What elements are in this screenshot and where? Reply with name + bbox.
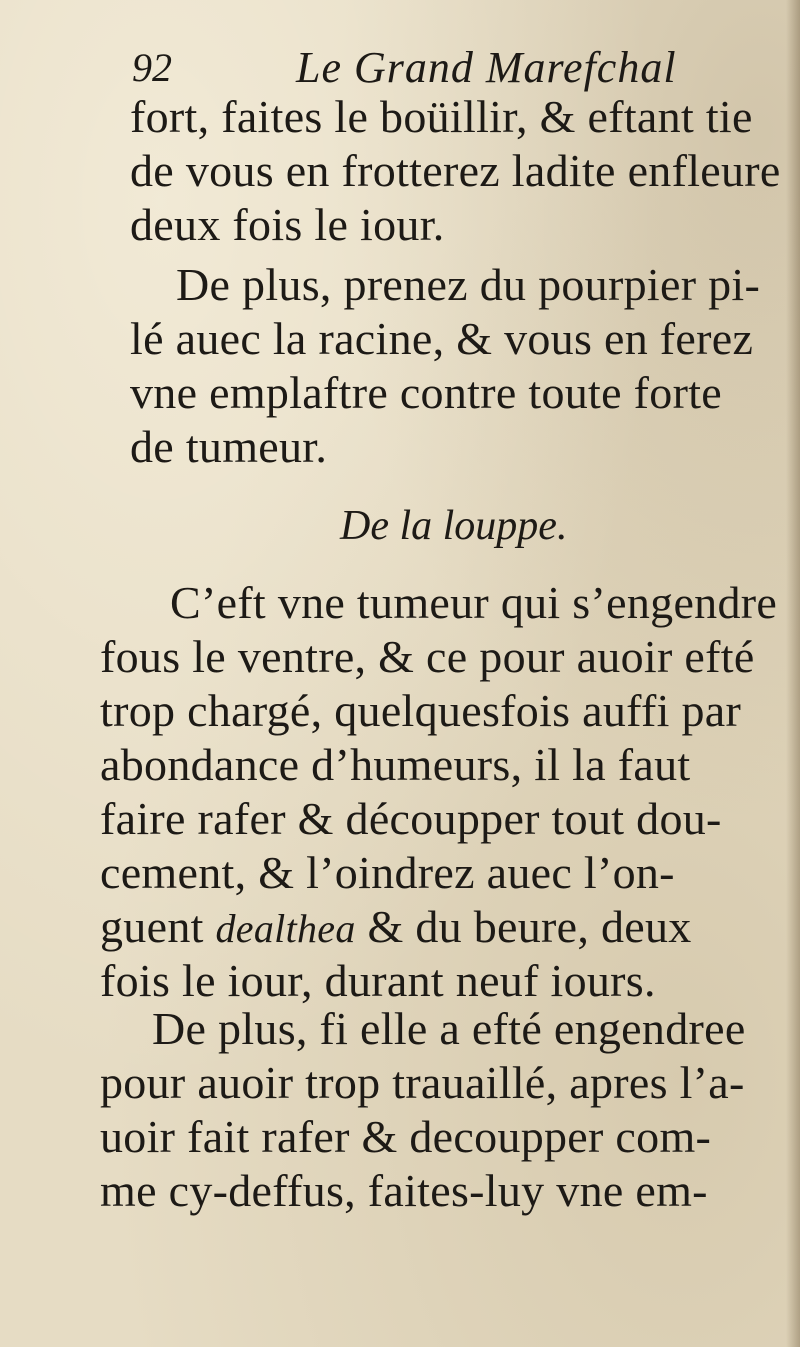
body-text-middle [100,576,780,1008]
text-line: me cy-deffus, faites-luy vne em- [100,1165,708,1216]
text-line: trop chargé, quelquesfois auffi par [100,685,742,736]
text-line: C’eft vne tumeur qui s’engendre [170,577,778,628]
section-heading: De la louppe. [340,503,568,549]
body-text-upper [96,90,781,474]
body-text-lower [100,1002,780,1218]
text-span: & du beure, deux [355,901,692,952]
text-line: fois le iour, durant neuf iours. [100,955,656,1006]
text-line: de tumeur. [130,421,328,472]
running-title: Le Grand Marefchal [296,43,677,92]
text-line: cement, & l’oindrez auec l’on- [100,847,675,898]
text-line: deux fois le iour. [130,199,445,250]
text-line: fous le ventre, & ce pour auoir efté [100,631,755,682]
italic-term: dealthea [215,906,356,951]
text-line: De plus, prenez du pourpier pi- [176,259,761,310]
page-header [132,38,677,98]
text-span: guent [100,901,216,952]
text-line: fort, faites le boüillir, & eftant tie [130,91,753,142]
text-line: de vous en frotterez ladite enfleure [130,145,781,196]
text-line: lé auec la racine, & vous en ferez [130,313,754,364]
text-line: pour auoir trop trauaillé, apres l’a- [100,1057,745,1108]
page-edge-shadow [786,0,800,1347]
text-line: uoir fait rafer & decoupper com- [100,1111,712,1162]
text-line: De plus, fi elle a efté engendree [152,1003,746,1054]
text-line: faire rafer & découpper tout dou- [100,793,722,844]
page-number: 92 [132,45,172,90]
text-line: vne emplaftre contre toute forte [130,367,722,418]
text-line: abondance d’humeurs, il la faut [100,739,691,790]
text-line [100,900,780,954]
